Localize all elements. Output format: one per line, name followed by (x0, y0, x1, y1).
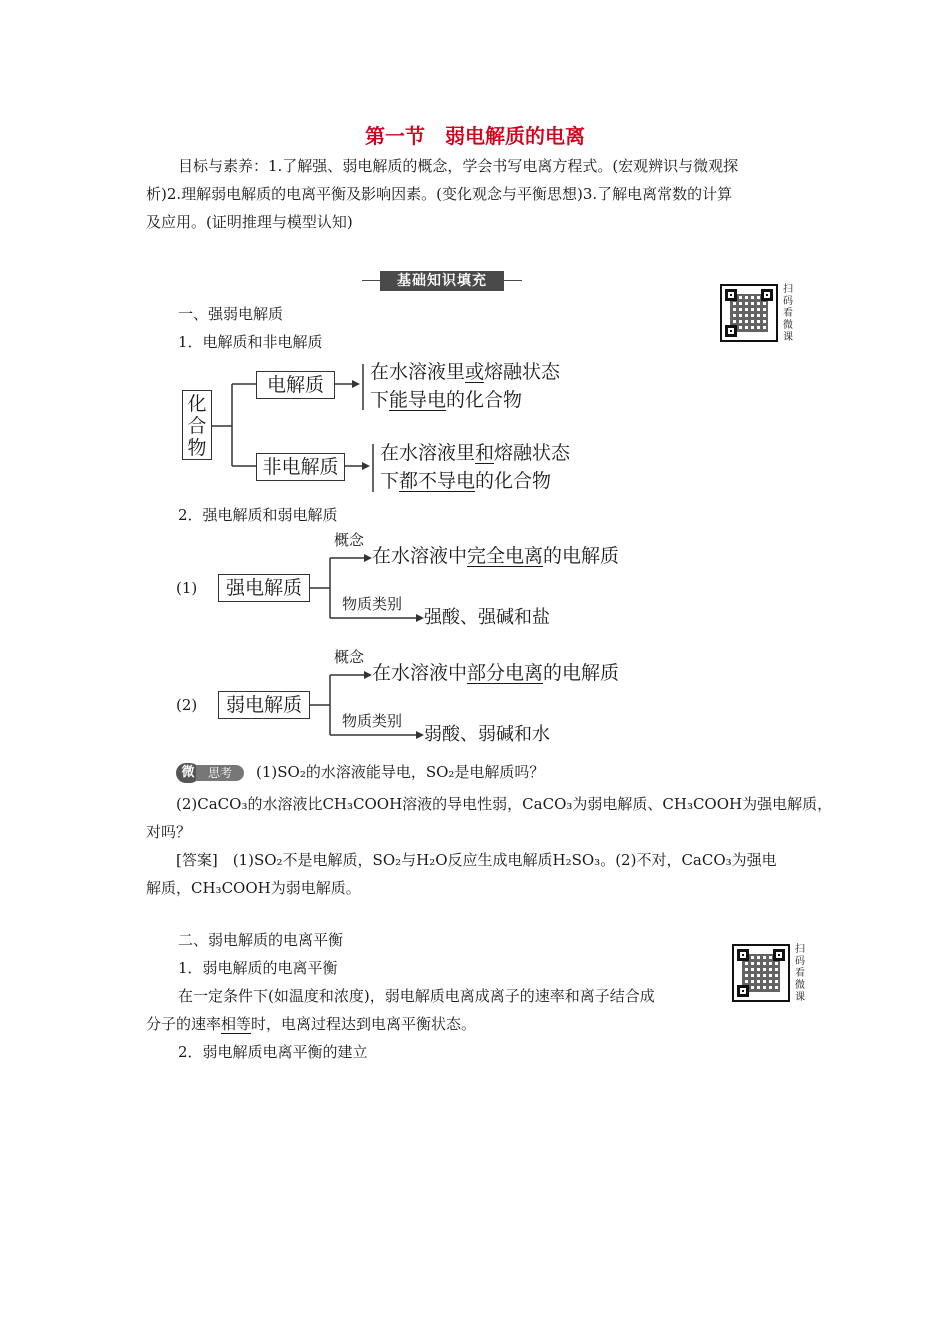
compound-box: 化 合 物 (182, 390, 212, 460)
concept-label: 概念 (334, 648, 365, 666)
weak-electrolyte-box: 弱电解质 (218, 691, 310, 719)
category-label: 物质类别 (342, 712, 403, 730)
qr-code-icon[interactable] (732, 944, 790, 1002)
electrolyte-box: 电解质 (256, 371, 335, 399)
banner-label: 基础知识填充 (380, 271, 504, 291)
electrolyte-definition-line-1: 在水溶液里或熔融状态 (370, 361, 561, 383)
qr-caption: 扫码看微课 (783, 284, 793, 343)
answer-line-2: 解质，CH₃COOH为弱电解质。 (146, 879, 361, 897)
category-label: 物质类别 (342, 595, 403, 613)
objectives-line-1: 目标与素养：1.了解强、弱电解质的概念，学会书写电离方程式。(宏观辨识与微观探 (178, 157, 739, 175)
subheading: 2．强电解质和弱电解质 (178, 506, 338, 524)
strong-categories: 强酸、强碱和盐 (424, 607, 550, 628)
electrolyte-definition-line-2: 下能导电的化合物 (370, 389, 523, 411)
item-number: (1) (176, 579, 198, 597)
strong-electrolyte-diagram (176, 531, 656, 634)
paragraph-line-1: 在一定条件下(如温度和浓度)，弱电解质电离成离子的速率和离子结合成 (178, 987, 655, 1005)
think-badge: 微 思考 (176, 763, 256, 783)
objectives-line-2: 析)2.理解弱电解质的电离平衡及影响因素。(变化观念与平衡思想)3.了解电离常数的计算 (146, 185, 733, 203)
paragraph-line-2: 分子的速率相等时，电离过程达到电离平衡状态。 (146, 1015, 477, 1033)
weak-electrolyte-diagram (176, 648, 656, 751)
qr-code-icon[interactable] (720, 284, 778, 342)
subheading: 1．弱电解质的电离平衡 (178, 959, 338, 977)
section-heading: 二、弱电解质的电离平衡 (178, 931, 344, 949)
section-banner (362, 271, 522, 291)
concept-label: 概念 (334, 531, 365, 549)
think-question-1: 微 思考 (1)SO₂的水溶液能导电，SO₂是电解质吗？ (176, 758, 544, 786)
section-heading: 一、强弱电解质 (178, 305, 284, 323)
non-electrolyte-definition-line-1: 在水溶液里和熔融状态 (380, 442, 571, 464)
electrolyte-diagram (180, 360, 600, 500)
objectives-line-3: 及应用。(证明推理与模型认知) (146, 213, 353, 231)
weak-concept-text: 在水溶液中部分电离的电解质 (372, 662, 620, 684)
item-number: (2) (176, 696, 198, 714)
qr-caption: 扫码看微课 (795, 944, 805, 1003)
answer-line-1: [答案] (1)SO₂不是电解质，SO₂与H₂O反应生成电解质H₂SO₃。(2)不对，CaCO₃为强电 (176, 851, 777, 869)
subheading: 2．弱电解质电离平衡的建立 (178, 1043, 368, 1061)
subheading: 1．电解质和非电解质 (178, 333, 323, 351)
think-question-2-line-1: (2)CaCO₃的水溶液比CH₃COOH溶液的导电性弱，CaCO₃为弱电解质、CH₃COOH为强电解质， (176, 795, 833, 813)
weak-categories: 弱酸、弱碱和水 (424, 724, 550, 745)
think-question-2-line-2: 对吗？ (146, 823, 192, 841)
strong-electrolyte-box: 强电解质 (218, 574, 310, 602)
non-electrolyte-definition-line-2: 下都不导电的化合物 (380, 470, 552, 492)
page-title: 第一节 弱电解质的电离 (365, 124, 585, 148)
non-electrolyte-box: 非电解质 (256, 453, 345, 481)
strong-concept-text: 在水溶液中完全电离的电解质 (372, 545, 620, 567)
